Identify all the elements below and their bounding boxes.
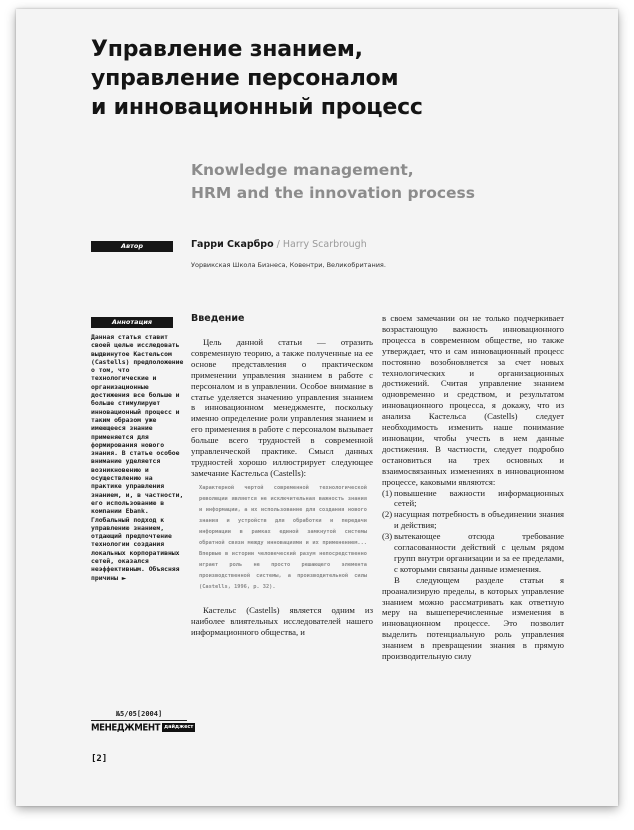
section-heading: Введение xyxy=(191,313,245,324)
author-separator: / xyxy=(276,239,280,250)
journal-page xyxy=(16,9,618,806)
body-paragraph: В следующем разделе статьи я проанализирую пределы, в которых управление знанием можно рассматривать как ответную меру на вышеперечисленные изменения в инновационном процессе. Это позволит выделить потенциальную роль управления знанием в превращении знания в прямую производительную силу xyxy=(382,574,564,662)
author-affiliation: Уорвикская Школа Бизнеса, Ковентри, Великобритания. xyxy=(191,261,386,269)
list-item xyxy=(382,509,564,531)
issue-number: №5/05[2004] xyxy=(115,710,163,718)
author-name-ru: Гарри Скарбро xyxy=(191,239,274,250)
list-number: (2) xyxy=(382,509,393,520)
body-column-2 xyxy=(382,313,564,662)
journal-badge: дайджест xyxy=(164,724,194,730)
body-paragraph: Цель данной статьи — отразить современную теорию, а также полученные на ее основе представления о практическом применении управления знанием в работе с персоналом и в управлении. Особое внимание в статье уделяется значению управления знанием в инновационном менеджменте, поскольку именно определение роли управления знанием и его применения в работе с персоналом вызывает больше всего трудностей в современной управленческой практике. Смысл данных трудностей хорошо иллюстрирует следующее замечание Кастельса (Castells): xyxy=(191,337,373,478)
page-number: [2] xyxy=(91,754,108,764)
body-paragraph: в своем замечании он не только подчеркивает возрастающую важность инновационного процесса в современном обществе, но также утверждает, что и сам инновационный процесс постоянно возобновляется за счет новых технологических и организационных достижений. Считая управление знанием одновременно и средством, и результатом инновационного процесса, я докажу, что из анализа Кастельса (Castells) следует необходимость изменить наше понимание инновации, чтобы учесть в нем данные достижения. В частности, следует подробно остановиться на трех основных и взаимосвязанных изменениях в инновационном процессе, каковыми являются: xyxy=(382,313,564,487)
journal-logo xyxy=(91,720,194,734)
continue-arrow-icon: ► xyxy=(121,574,127,582)
abstract-text-block xyxy=(91,333,187,583)
author-label: Автор xyxy=(91,241,173,252)
body-column-1 xyxy=(191,313,373,638)
list-text: повышение важности информационных сетей; xyxy=(394,487,564,509)
body-paragraph: Кастельс (Castells) является одним из наиболее влиятельных исследователей нашего информационного общества, и xyxy=(191,604,373,637)
author-name-en: Harry Scarbrough xyxy=(282,239,367,250)
abstract-text: Данная статья ставит своей целью исследовать выдвинутое Кастельсом (Castells) предположение о том, что технологические и организационные достижения все больше и больше стимулируют инновационный процесс и таким образом уже имеющееся знание применяется для формирования нового знания. В статье особое внимание уделяется возникновению и осуществлению на практике управления знанием, и, в частности, его использованию в компании Ebank. Глобальный подход к управлению знанием, отдающий предпочтение технологии создания локальных корпоративных сетей, оказался неэффективным. Объясняя причины xyxy=(91,333,184,582)
list-text: насущная потребность в объединении знания и действия; xyxy=(394,509,564,531)
article-title-ru: Управление знанием, управление персоналом и инновационный процесс xyxy=(91,37,423,120)
list-item xyxy=(382,488,564,510)
list-text: вытекающее отсюда требование согласованности действий с целым рядом групп внутри организации и за ее пределами, с которыми связаны данные изменения. xyxy=(394,531,564,574)
list-number: (1) xyxy=(382,487,393,498)
abstract-label: Аннотация xyxy=(91,317,173,328)
block-quote: Характерной чертой современной технологической революции является не исключительная важность знания и информации, а их использование для создания нового знания и устройств для обработки и передачи информации в рамках единой замкнутой системы обратной связи между инновациями и их применением... Впервые в истории человеческий разум непосредственно играет роль не просто решающего элемента производственной системы, а производительной силы (Castells, 1996, p. 32). xyxy=(199,484,367,590)
author-line xyxy=(191,239,367,250)
list-item xyxy=(382,531,564,575)
list-number: (3) xyxy=(382,531,393,542)
article-title-en: Knowledge management, HRM and the innovation process xyxy=(191,161,476,202)
journal-name: МЕНЕДЖМЕНТ xyxy=(91,721,161,734)
